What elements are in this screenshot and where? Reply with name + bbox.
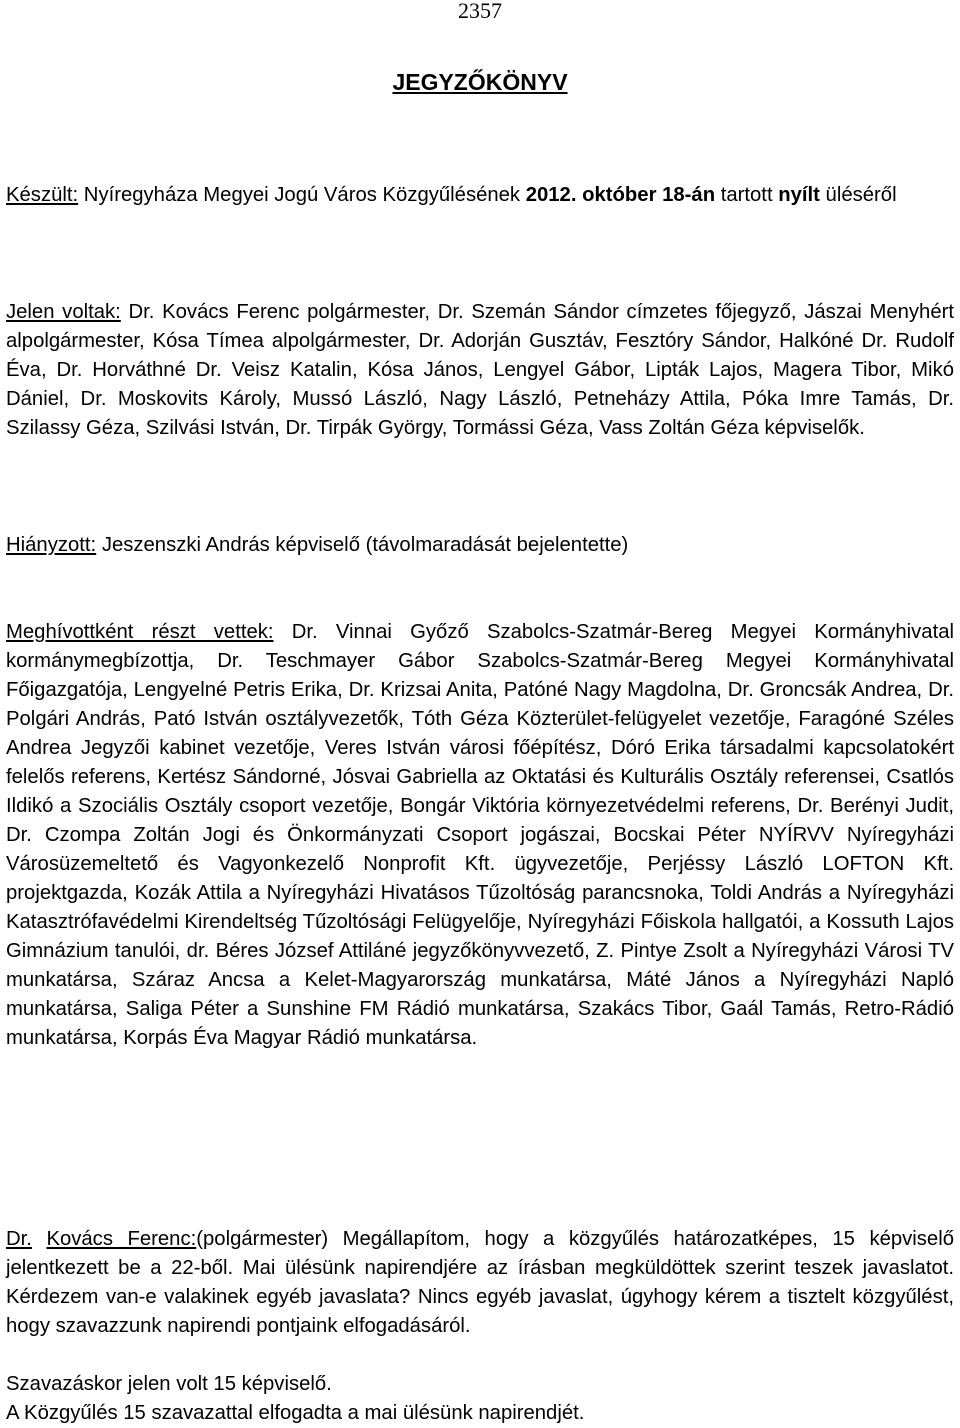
keszult-label: Készült:	[6, 184, 79, 206]
speaker-prefix: Dr.	[6, 1228, 32, 1250]
jelen-label: Jelen voltak:	[6, 301, 121, 323]
jelen-text: Dr. Kovács Ferenc polgármester, Dr. Szemán Sándor címzetes főjegyző, Jászai Menyhért alpolgármester, Kósa Tímea alpolgármester, Dr. Adorján Gusztáv, Fesztóry Sándor, Halkóné Dr. Rudolf Éva, Dr. Horváthné Dr. Veisz Katalin, Kósa János, Lengyel Gábor, Lipták Lajos, Magera Tibor, Mikó Dániel, Dr. Moskovits Károly, Mussó László, Nagy László, Petneházy Attila, Póka Imre Tamás, Dr. Szilassy Géza, Szilvási István, Dr. Tirpák György, Tormássi Géza, Vass Zoltán Géza képviselők.	[6, 301, 954, 439]
hianyzott-paragraph	[6, 531, 954, 560]
keszult-text-2: tartott	[715, 184, 779, 206]
meghivott-label: Meghívottként részt vettek:	[6, 621, 274, 643]
nyilt-label: nyílt	[778, 184, 820, 206]
keszult-paragraph	[6, 181, 954, 210]
speaker-name: Kovács Ferenc:	[46, 1228, 197, 1250]
keszult-text-1: Nyíregyháza Megyei Jogú Város Közgyűlésének	[78, 184, 526, 206]
meghivott-paragraph	[6, 618, 954, 1053]
hianyzott-label: Hiányzott:	[6, 534, 97, 556]
speaker-separator	[32, 1228, 47, 1250]
vote-presence-line: Szavazáskor jelen volt 15 képviselő.	[6, 1373, 332, 1395]
meghivott-text: Dr. Vinnai Győző Szabolcs-Szatmár-Bereg Megyei Kormányhivatal kormánymegbízottja, Dr. Teschmayer Gábor Szabolcs-Szatmár-Bereg Megyei Kormányhivatal Főigazgatója, Lengyelné Petris Erika, Dr. Krizsai Anita, Patóné Nagy Magdolna, Dr. Groncsák Andrea, Dr. Polgári András, Pató István osztályvezetők, Tóth Géza Közterület-felügyelet vezetője, Faragóné Széles Andrea Jegyzői kabinet vezetője, Veres István városi főépítész, Dóró Erika társadalmi kapcsolatokért felelős referens, Kertész Sándorné, Jósvai Gabriella az Oktatási és Kulturális Osztály referensei, Csatlós Ildikó a Szociális Osztály csoport vezetője, Bongár Viktória környezetvédelmi referens, Dr. Berényi Judit, Dr. Czompa Zoltán Jogi és Önkormányzati Csoport jogászai, Bocskai Péter NYÍRVV Nyíregyházi Városüzemeltető és Vagyonkezelő Nonprofit Kft. ügyvezetője, Perjéssy László LOFTON Kft. projektgazda, Kozák Attila a Nyíregyházi Hivatásos Tűzoltóság parancsnoka, Toldi András a Nyíregyházi Katasztrófavédelmi Kirendeltség Tűzoltósági Felügyelője, Nyíregyházi Főiskola hallgatói, a Kossuth Lajos Gimnázium tanulói, dr. Béres József Attiláné jegyzőkönyvvezető, Z. Pintye Zsolt a Nyíregyházi Városi TV munkatársa, Száraz Ancsa a Kelet-Magyarország munkatársa, Máté János a Nyíregyházi Napló munkatársa, Saliga Péter a Sunshine FM Rádió munkatársa, Szakács Tibor, Gaál Tamás, Retro-Rádió munkatársa, Korpás Éva Magyar Rádió munkatársa.	[6, 621, 954, 1049]
kovacs-statement-text: (polgármester) Megállapítom, hogy a közgyűlés határozatképes, 15 képviselő jelentkezett be a 22-ből. Mai ülésünk napirendjére az írásban megküldöttek szerint teszek javaslatot. Kérdezem van-e valakinek egyéb javaslata? Nincs egyéb javaslat, úgyhogy kérem a tisztelt közgyűlést, hogy szavazzunk napirendi pontjaink elfogadásáról.	[6, 1228, 954, 1337]
hianyzott-text: Jeszenszki András képviselő (távolmaradását bejelentette)	[96, 534, 629, 556]
page-number: 2357	[458, 0, 502, 23]
meeting-date: 2012. október 18-án	[525, 184, 716, 206]
kovacs-statement-paragraph	[6, 1225, 954, 1341]
agenda-accepted-line: A Közgyűlés 15 szavazattal elfogadta a mai ülésünk napirendjét.	[6, 1402, 585, 1424]
jelen-paragraph	[6, 298, 954, 443]
keszult-text-3: üléséről	[819, 184, 897, 206]
document-title: JEGYZŐKÖNYV	[392, 69, 568, 95]
